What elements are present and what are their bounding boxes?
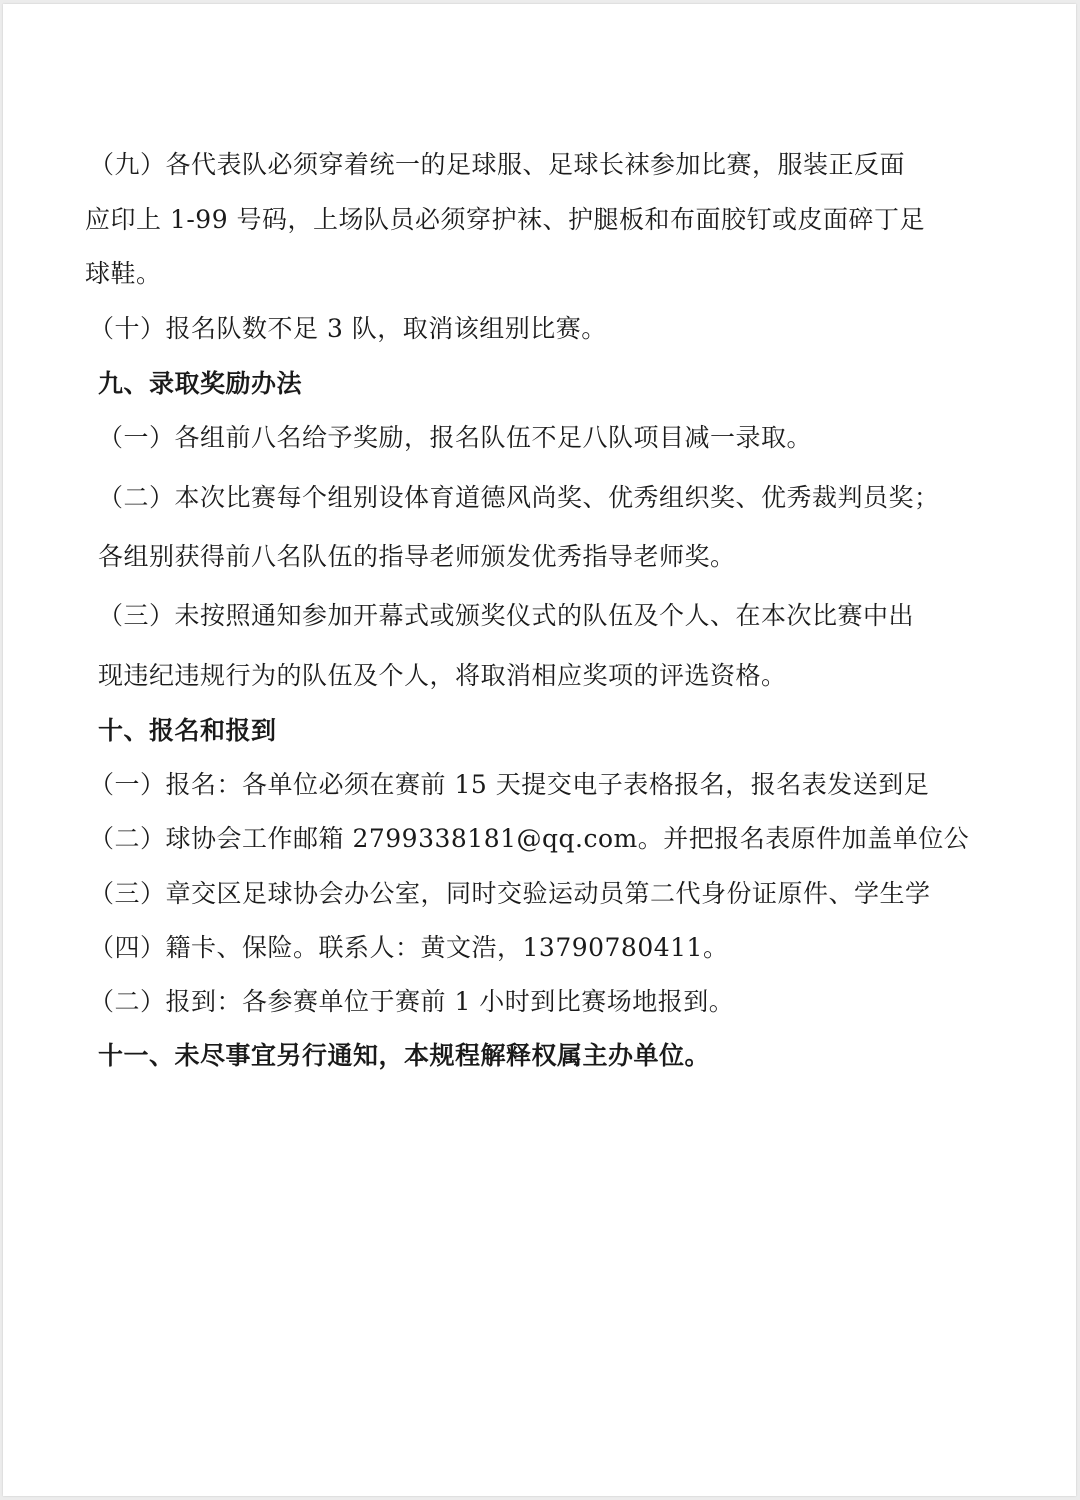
section-heading-registration: 十、报名和报到 <box>98 716 277 745</box>
paragraph-line: （九）各代表队必须穿着统一的足球服、足球长袜参加比赛，服装正反面 <box>89 150 906 179</box>
paragraph-line: 应印上 1-99 号码，上场队员必须穿护袜、护腿板和布面胶钉或皮面碎丁足 <box>85 205 926 234</box>
paragraph-line: （三）章交区足球协会办公室，同时交验运动员第二代身份证原件、学生学 <box>89 879 931 908</box>
document-page <box>3 4 1076 1496</box>
paragraph-line: （二）球协会工作邮箱 2799338181@qq.com。并把报名表原件加盖单位公 <box>89 824 970 853</box>
paragraph-line: 球鞋。 <box>85 259 162 288</box>
paragraph-line: （一）报名：各单位必须在赛前 15 天提交电子表格报名，报名表发送到足 <box>89 770 930 799</box>
paragraph-line: 现违纪违规行为的队伍及个人，将取消相应奖项的评选资格。 <box>98 661 787 690</box>
paragraph-line: （三）未按照通知参加开幕式或颁奖仪式的队伍及个人、在本次比赛中出 <box>98 601 915 630</box>
paragraph-line: （十）报名队数不足 3 队，取消该组别比赛。 <box>89 314 607 343</box>
paragraph-line: （一）各组前八名给予奖励，报名队伍不足八队项目减一录取。 <box>98 423 813 452</box>
paragraph-line: （二）本次比赛每个组别设体育道德风尚奖、优秀组织奖、优秀裁判员奖； <box>98 483 940 512</box>
paragraph-line: （二）报到：各参赛单位于赛前 1 小时到比赛场地报到。 <box>89 987 735 1016</box>
paragraph-line: （四）籍卡、保险。联系人：黄文浩，13790780411。 <box>89 933 729 962</box>
section-heading-awards: 九、录取奖励办法 <box>98 369 303 398</box>
paragraph-line: 各组别获得前八名队伍的指导老师颁发优秀指导老师奖。 <box>98 542 736 571</box>
section-heading-misc: 十一、未尽事宜另行通知，本规程解释权属主办单位。 <box>98 1041 711 1070</box>
